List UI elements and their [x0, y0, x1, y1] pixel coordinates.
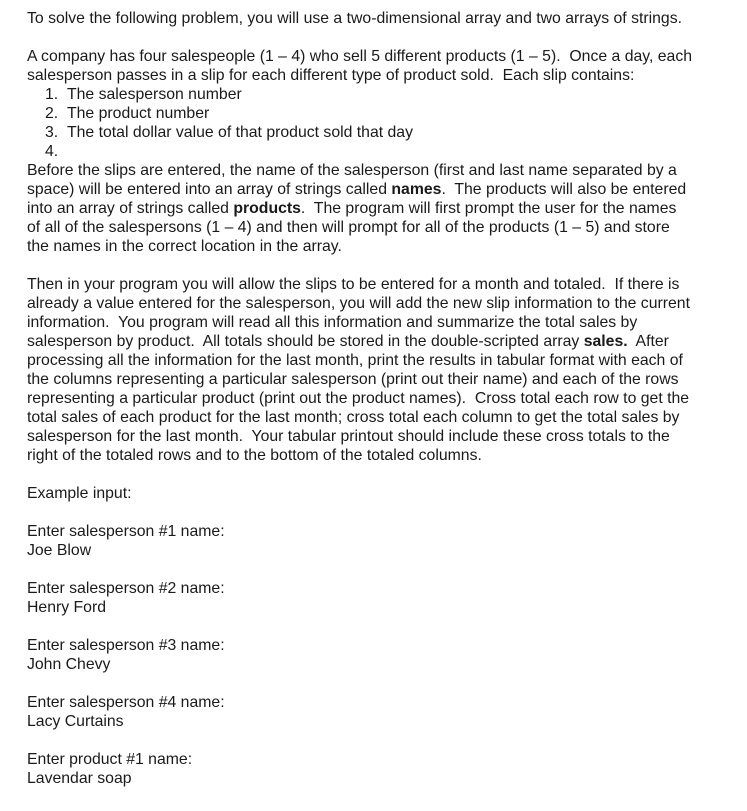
problem-paragraph: A company has four salespeople (1 – 4) who sell 5 different products (1 – 5). Once a day, each salesperson passes in a slip for each different type of product sold. Each slip contains:	[27, 48, 697, 84]
setup-paragraph	[27, 161, 693, 256]
products-array-term: products	[233, 200, 301, 217]
slip-item-text: The total dollar value of that product sold that day	[67, 124, 413, 141]
slip-item-4	[27, 142, 693, 161]
example-input-heading: Example input:	[27, 485, 132, 502]
example-io-block-salesperson-1	[27, 522, 693, 560]
setup-paragraph-text: . The program will first prompt the user for the names of all of the salespersons (1 – 4) and then will prompt for all of the products (1 – 5) and store the names in the correct location in the array.	[27, 200, 681, 255]
intro-paragraph: To solve the following problem, you will use a two-dimensional array and two arrays of strings.	[27, 10, 682, 27]
example-io-block-salesperson-2	[27, 579, 693, 617]
example-io-block-salesperson-3	[27, 636, 693, 674]
slip-items-list	[27, 85, 693, 161]
slip-item-number: 2.	[45, 105, 59, 122]
slip-item-text	[67, 142, 693, 161]
slip-item-3	[27, 123, 693, 142]
prompt-line: Enter salesperson #3 name:	[27, 637, 225, 654]
processing-paragraph-text: After processing all the information for the last month, print the results in tabular format with each of the columns representing a particular salesperson (print out their name) and each of the rows representing a particular product (print out the product names). Cross total each row to get the total sales of each product for the last month; cross total each column to get the total sales by salesperson for the last month. Your tabular printout should include these cross totals to the right of the totaled rows and to the bottom of the totaled columns.	[27, 333, 694, 464]
slip-item-1	[27, 85, 693, 104]
sales-array-term: sales.	[583, 333, 628, 350]
response-line: Henry Ford	[27, 599, 107, 616]
names-array-term: names	[391, 181, 442, 198]
example-io-block-product-1	[27, 750, 693, 788]
response-line: John Chevy	[27, 656, 111, 673]
response-line: Lavendar soap	[27, 770, 132, 787]
slip-item-2	[27, 104, 693, 123]
prompt-line: Enter salesperson #4 name:	[27, 694, 225, 711]
response-line: Lacy Curtains	[27, 713, 124, 730]
setup-paragraph-text: . The products will also be entered into an array of strings called	[27, 181, 691, 217]
processing-paragraph	[27, 275, 693, 465]
slip-item-number: 1.	[45, 86, 59, 103]
response-line: Joe Blow	[27, 542, 92, 559]
setup-paragraph-text: Before the slips are entered, the name of the salesperson (first and last name separated by a space) will be entered into an array of strings called	[27, 162, 682, 198]
slip-item-text: The salesperson number	[67, 86, 242, 103]
prompt-line: Enter salesperson #1 name:	[27, 523, 225, 540]
slip-item-number: 3.	[45, 124, 59, 141]
slip-item-text: The product number	[67, 105, 210, 122]
slip-item-number: 4.	[45, 143, 59, 160]
prompt-line: Enter salesperson #2 name:	[27, 580, 225, 597]
example-io-block-salesperson-4	[27, 693, 693, 731]
prompt-line: Enter product #1 name:	[27, 751, 193, 768]
processing-paragraph-text: Then in your program you will allow the slips to be entered for a month and totaled. If there is already a value entered for the salesperson, you will add the new slip information to the current information. You program will read all this information and summarize the total sales by salesperson by product. All totals should be stored in the double-scripted array	[27, 276, 695, 350]
